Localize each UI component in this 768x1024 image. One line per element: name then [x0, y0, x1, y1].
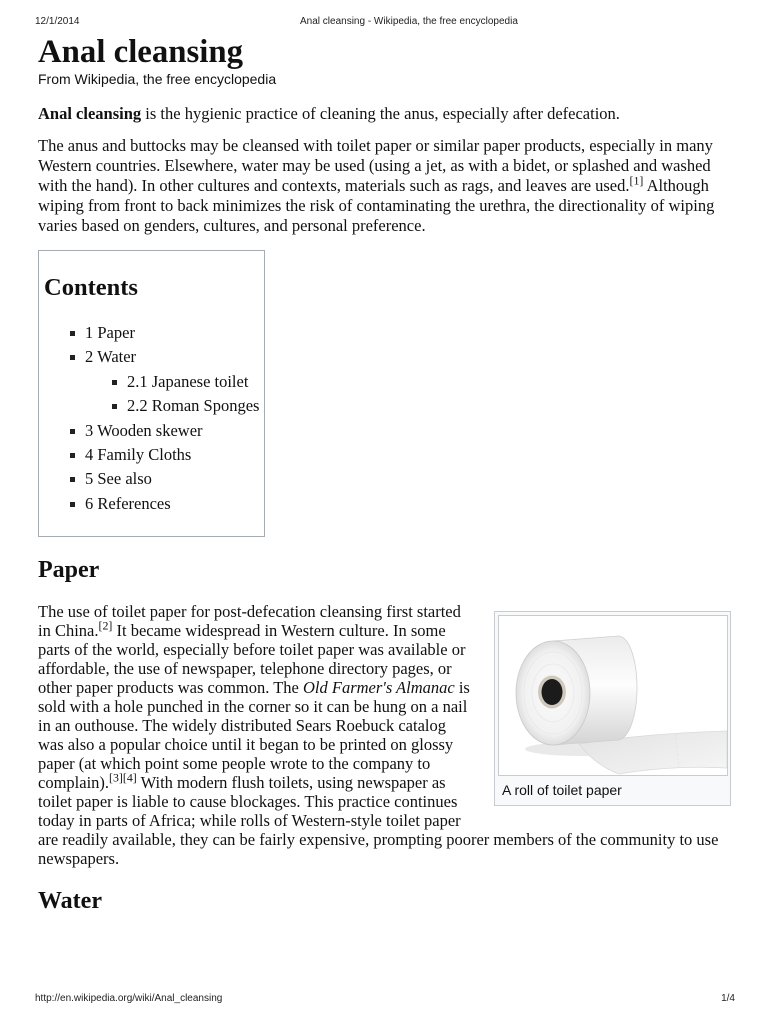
toc-item-water[interactable]: [44, 345, 264, 369]
paper-text: With modern flush toilets, using newspaper as toilet paper is liable to cause blockages. This practice continues today in parts of Africa; while rolls of Western-style toilet paper are readily available, they can be fairly expensive, prompting poorer members of the community to use newspapers.: [38, 773, 719, 868]
toc-number: 2: [85, 347, 94, 367]
toilet-paper-roll-image: [498, 615, 728, 776]
toc-title: Contents: [44, 274, 138, 301]
toc-number: 5: [85, 469, 94, 489]
toc-text: Water: [97, 347, 137, 367]
toc-item-wooden-skewer[interactable]: [44, 419, 264, 443]
site-subtitle: From Wikipedia, the free encyclopedia: [38, 71, 277, 87]
toc-text: Wooden skewer: [97, 420, 203, 440]
lead-term: Anal cleansing: [38, 104, 142, 123]
toc-bullet: [70, 477, 75, 482]
toc-number: 4: [85, 444, 94, 464]
section-heading-paper: Paper: [38, 557, 100, 583]
toc-entry: [44, 467, 264, 491]
article-body: [38, 556, 731, 915]
roll-hole: [542, 679, 563, 705]
lead-paragraph-1: [38, 104, 731, 124]
toc-item-family-cloths[interactable]: [44, 443, 264, 467]
print-date: 12/1/2014: [35, 16, 80, 27]
figure-caption: A roll of toilet paper: [502, 782, 622, 798]
section-heading-water: Water: [38, 888, 102, 914]
paper-text: The use of toilet paper for post-defecation cleansing first started in China.: [38, 602, 461, 640]
toc-bullet: [112, 380, 117, 385]
table-of-contents: [38, 250, 265, 537]
toc-item-japanese-toilet[interactable]: [44, 370, 264, 394]
toc-text: Japanese toilet: [151, 371, 249, 391]
toc-item-references[interactable]: [44, 492, 264, 516]
toc-item-see-also[interactable]: [44, 467, 264, 491]
toc-entry: [44, 370, 264, 394]
page-number: 1/4: [721, 993, 735, 1004]
toc-item-paper[interactable]: [44, 321, 264, 345]
reference-3[interactable]: [3]: [109, 770, 123, 785]
toc-text: See also: [97, 469, 152, 489]
toc-bullet: [112, 404, 117, 409]
reference-2[interactable]: [2]: [98, 618, 113, 633]
toc-entry: [44, 419, 264, 443]
lead-paragraph-2: [38, 136, 731, 236]
toc-text: Paper: [97, 323, 135, 342]
toc-number: 6: [85, 493, 94, 513]
toc-entry: [44, 321, 264, 345]
toc-bullet: [70, 453, 75, 458]
toc-number: 2.2: [127, 396, 148, 416]
section-paper: [38, 602, 731, 868]
toc-bullet: [70, 429, 75, 434]
lead-paragraph-2-text: The anus and buttocks may be cleansed with toilet paper or similar paper products, especially in many Western countries. Elsewhere, water may be used (using a jet, as with a bidet, or splashed and washed with the hand). In other cultures and contexts, materials such as rags, and leaves are used.: [38, 136, 713, 195]
toc-bullet: [70, 355, 75, 360]
toc-number: 1: [85, 323, 94, 342]
toc-item-roman-sponges[interactable]: [44, 394, 264, 418]
paper-text: It became widespread in Western culture. In some parts of the world, especially before toilet paper was available or affordable, the use of newspaper, telephone directory pages, or other paper products was common. The: [38, 621, 466, 697]
toc-number: 2.1: [127, 371, 148, 391]
toc-list: [44, 321, 264, 516]
print-header: [0, 16, 768, 28]
lead-text: is the hygienic practice of cleaning the anus, especially after defecation.: [141, 104, 620, 123]
toc-entry: [44, 492, 264, 516]
print-url: http://en.wikipedia.org/wiki/Anal_cleansing: [35, 993, 223, 1004]
toc-sublist: [44, 370, 264, 419]
print-footer: [0, 993, 768, 1005]
toc-bullet: [70, 331, 75, 336]
reference-4[interactable]: [4]: [122, 770, 137, 785]
lead-paragraph-2-text: Although wiping from front to back minimizes the risk of contaminating the urethra, the directionality of wiping varies based on genders, cultures, and personal preference.: [38, 176, 715, 235]
toc-entry: [44, 394, 264, 418]
toc-bullet: [70, 502, 75, 507]
toc-text: Roman Sponges: [151, 396, 260, 416]
article-title: Anal cleansing: [38, 34, 244, 70]
figure-toilet-paper: [494, 611, 731, 806]
paper-text: is sold with a hole punched in the corner so it can be hung on a nail in an outhouse. The widely distributed Sears Roebuck catalog was also a popular choice until it began to be printed on glossy paper (at which point some people wrote to the company to complain).: [38, 678, 470, 792]
toc-entry: [44, 345, 264, 418]
book-title: Old Farmer's Almanac: [303, 678, 455, 697]
toc-entry: [44, 443, 264, 467]
toc-number: 3: [85, 420, 94, 440]
reference-1[interactable]: [1]: [629, 173, 644, 188]
toc-text: Family Cloths: [97, 444, 192, 464]
print-page-title: Anal cleansing - Wikipedia, the free encyclopedia: [300, 16, 518, 27]
toc-text: References: [97, 493, 171, 513]
